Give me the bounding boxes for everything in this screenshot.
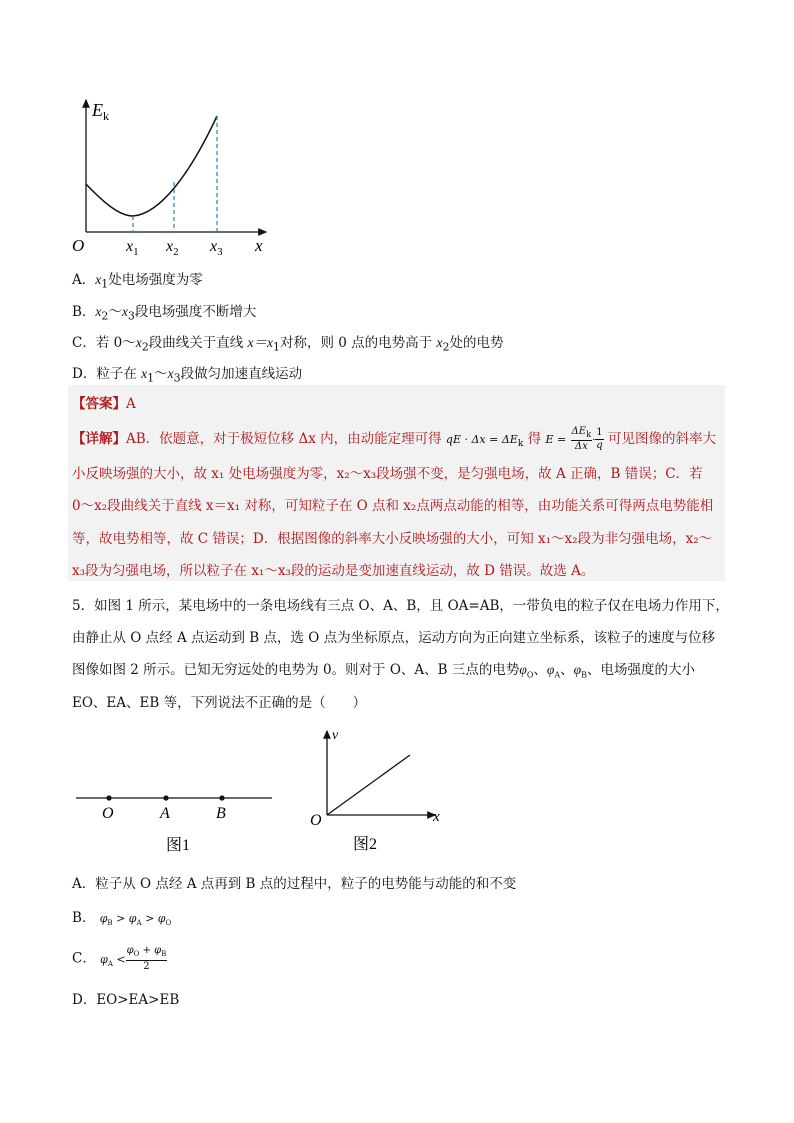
tick-x3: $x_3$ [210,238,223,258]
figure-1-caption: 图1 [166,837,191,854]
answer-line: 【答案】A [72,396,136,412]
label-a: A [160,805,170,822]
q5-line-1: 5．如图 1 所示，某电场中的一条电场线有三点 O、A、B，且 OA=AB，一带负电的粒子仅在电场力作用下， [72,598,729,614]
option-b: B．$x_2\sim x_3$段电场强度不断增大 [72,304,257,323]
detail-line-2: 小反映场强的大小，故 x₁ 处电场强度为零，x₂～x₃段场强不变，是匀强电场，故 A 正确，B 错误；C．若 [72,466,703,482]
q5-option-d: D．EO>EA>EB [72,992,180,1008]
detail-line-3: 0～x₂段曲线关于直线 x＝x₁ 对称，可知粒子在 O 点和 x₂点两点动能的相等，由功能关系可得两点电势能相 [72,498,714,514]
detail-line-4: 等，故电势相等，故 C 错误；D．根据图像的斜率大小反映场强的大小，可知 x₁～x₂段为非匀强电场，x₂～ [72,531,713,547]
figure-1 [70,780,280,860]
y-axis-label: $E_k$ [92,100,109,123]
figure-2-caption: 图2 [353,836,378,853]
origin-label: O [72,236,85,255]
point-a [163,795,168,800]
x-axis-label: x [433,809,440,825]
answer-box [68,385,725,581]
v-x-line [327,755,410,815]
tick-x2: $x_2$ [166,238,179,258]
detail-line-5: x₃段为匀强电场，所以粒子在 x₁～x₃段的运动是变加速直线运动，故 D 错误。故选 A。 [72,563,595,579]
label-b: B [216,805,226,822]
y-axis-label: v [332,728,339,743]
option-a: A．$x_1$处电场强度为零 [72,272,203,291]
tick-x1: $x_1$ [126,238,139,258]
q5-option-b: B． $\varphi_B > \varphi_A > \varphi_O$ [72,910,172,928]
figure-2 [305,725,455,860]
ek-curve [86,116,217,216]
origin-label: O [310,812,322,829]
option-d: D．粒子在 $x_1\sim x_3$段做匀加速直线运动 [72,366,303,385]
ek-x-graph [70,92,280,262]
detail-line-1: 【详解】AB．依题意，对于极短位移 Δx 内，由动能定理可得 qE · $\Delta x = \Delta E_k$ 得 E = $\frac{\Delta E_k}{\Delta x}$ · $\frac{1}{q}$ 可见图像的斜率大 [72,426,716,452]
x-axis-label: x [255,236,263,255]
point-b [219,795,224,800]
q5-line-2: 由静止从 O 点经 A 点运动到 B 点，选 O 点为坐标原点，运动方向为正向建立坐标系，该粒子的速度与位移 [72,630,716,646]
point-o [106,795,111,800]
q5-line-3: 图像如图 2 所示。已知无穷远处的电势为 0。则对于 O、A、B 三点的电势$\varphi_O$、$\varphi_A$、$\varphi_B$、电场强度的大小 [72,662,696,680]
q5-option-c: C． $\varphi_A$ < $\frac{\varphi_O + \varphi_B}{2}$ [72,945,167,972]
label-o: O [102,805,114,822]
option-c: C．若 $0\sim x_2$段曲线关于直线 $x=x_1$对称，则 0 点的电势高于 $x_2$处的电势 [72,335,504,354]
q5-line-4: EO、EA、EB 等，下列说法不正确的是（ ） [72,695,367,711]
q5-option-a: A．粒子从 O 点经 A 点再到 B 点的过程中，粒子的电势能与动能的和不变 [72,876,517,892]
